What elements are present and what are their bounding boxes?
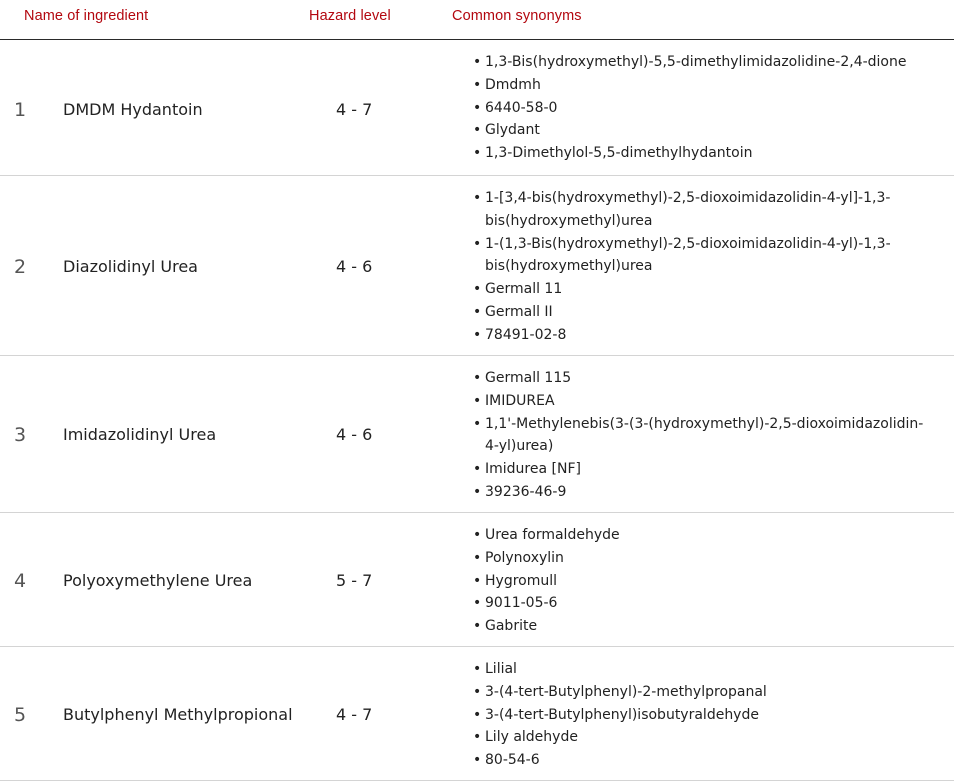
table-header: [0, 0, 954, 40]
synonym-list: [473, 367, 933, 504]
synonym-item: • 78491-02-8: [473, 324, 933, 347]
synonym-item: • Dmdmh: [473, 74, 933, 97]
synonym-item: • Hygromull: [473, 570, 933, 593]
ingredient-name: DMDM Hydantoin: [63, 100, 203, 119]
table-row: [0, 513, 954, 647]
table-row: [0, 647, 954, 781]
synonym-list: [473, 658, 933, 772]
synonym-item: • Polynoxylin: [473, 547, 933, 570]
header-hazard-level: Hazard level: [309, 8, 391, 24]
row-number: 4: [14, 570, 27, 592]
synonym-item: • 80-54-6: [473, 749, 933, 772]
synonym-item: • Imidurea [NF]: [473, 458, 933, 481]
table-row: [0, 40, 954, 176]
header-name-of-ingredient: Name of ingredient: [24, 8, 149, 24]
synonym-list: [473, 524, 933, 638]
header-common-synonyms: Common synonyms: [452, 8, 582, 24]
synonym-item: • 3-(4-tert-Butylphenyl)isobutyraldehyde: [473, 704, 933, 727]
ingredient-name: Butylphenyl Methylpropional: [63, 705, 293, 724]
synonym-item: • Urea formaldehyde: [473, 524, 933, 547]
table-row: [0, 176, 954, 356]
synonym-item: • Germall 11: [473, 278, 933, 301]
hazard-level: 4 - 6: [336, 257, 373, 276]
ingredient-name: Diazolidinyl Urea: [63, 257, 198, 276]
synonym-item: • Germall II: [473, 301, 933, 324]
synonym-item: • 6440-58-0: [473, 97, 933, 120]
row-number: 2: [14, 256, 27, 278]
synonym-list: [473, 51, 933, 165]
row-number: 3: [14, 424, 27, 446]
synonym-item: • 1,3-Dimethylol-5,5-dimethylhydantoin: [473, 142, 933, 165]
synonym-item: • 39236-46-9: [473, 481, 933, 504]
synonym-item: • Germall 115: [473, 367, 933, 390]
synonym-item: • 1,1'-Methylenebis(3-(3-(hydroxymethyl)-2,5-dioxoimidazolidin-4-yl)urea): [473, 413, 933, 459]
hazard-level: 4 - 7: [336, 100, 373, 119]
synonym-item: • IMIDUREA: [473, 390, 933, 413]
ingredient-name: Polyoxymethylene Urea: [63, 571, 253, 590]
hazard-level: 4 - 6: [336, 425, 373, 444]
synonym-item: • Gabrite: [473, 615, 933, 638]
synonym-item: • 1-(1,3-Bis(hydroxymethyl)-2,5-dioxoimidazolidin-4-yl)-1,3-bis(hydroxymethyl)urea: [473, 233, 933, 279]
row-number: 1: [14, 99, 27, 121]
synonym-list: [473, 187, 933, 347]
synonym-item: • Lilial: [473, 658, 933, 681]
synonym-item: • Lily aldehyde: [473, 726, 933, 749]
hazard-level: 5 - 7: [336, 571, 373, 590]
ingredient-name: Imidazolidinyl Urea: [63, 425, 217, 444]
hazard-level: 4 - 7: [336, 705, 373, 724]
synonym-item: • 3-(4-tert-Butylphenyl)-2-methylpropanal: [473, 681, 933, 704]
synonym-item: • 1,3-Bis(hydroxymethyl)-5,5-dimethylimidazolidine-2,4-dione: [473, 51, 933, 74]
synonym-item: • Glydant: [473, 119, 933, 142]
table-row: [0, 356, 954, 513]
row-number: 5: [14, 704, 27, 726]
synonym-item: • 9011-05-6: [473, 592, 933, 615]
synonym-item: • 1-[3,4-bis(hydroxymethyl)-2,5-dioxoimidazolidin-4-yl]-1,3-bis(hydroxymethyl)urea: [473, 187, 933, 233]
